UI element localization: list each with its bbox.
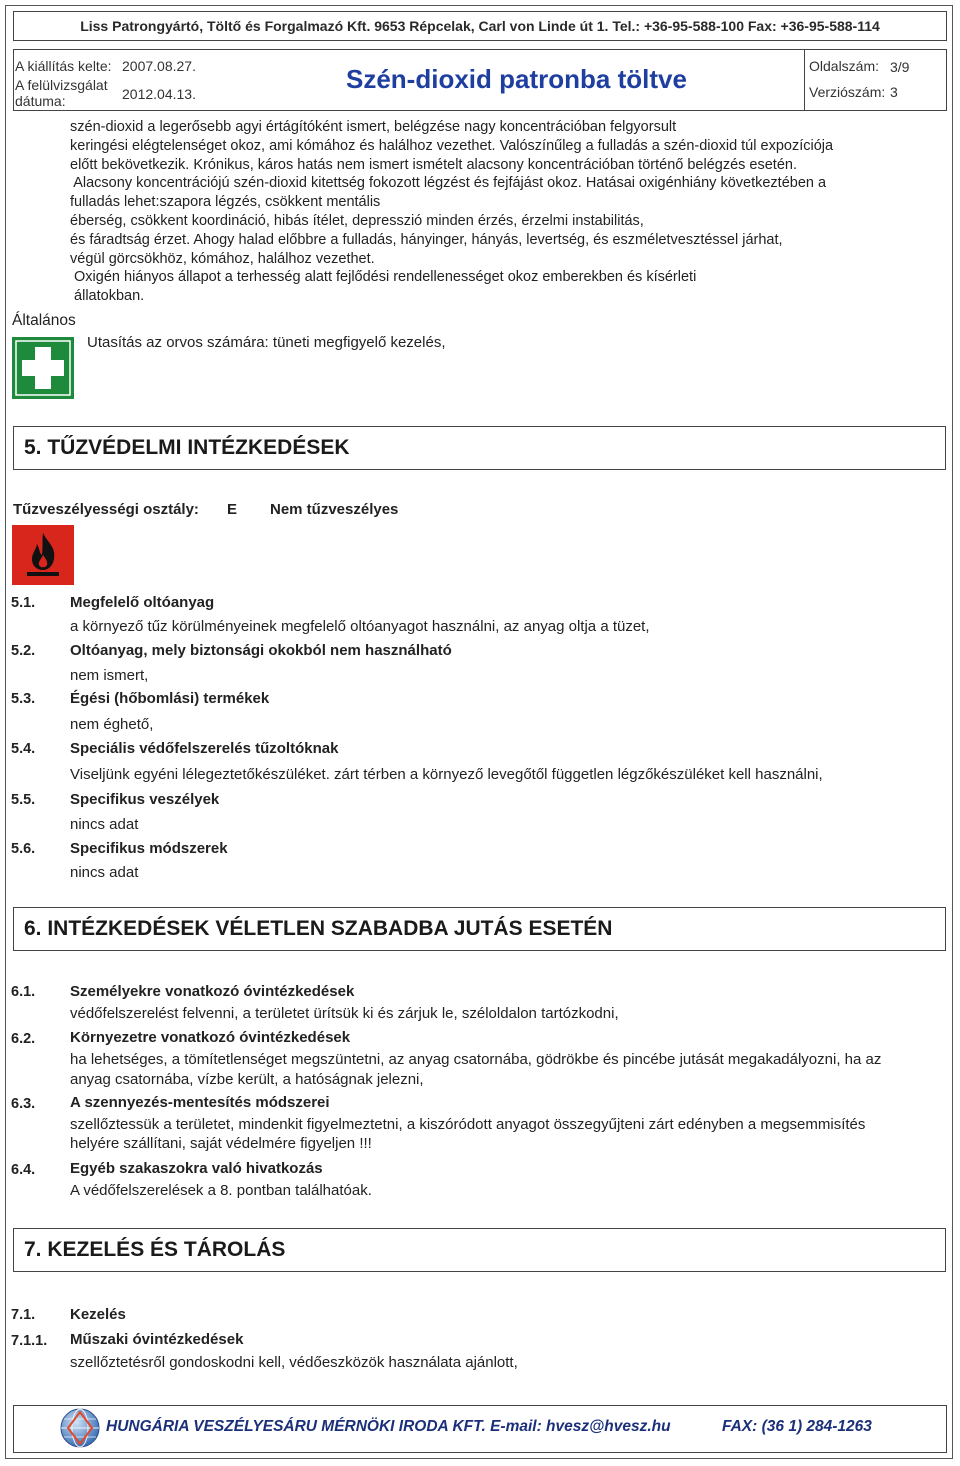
item-number: 6.4. [11, 1162, 36, 1178]
intro-line: állatokban. [70, 288, 145, 305]
item-text: védőfelszerelést felvenni, a területet ürítsük ki és zárjuk le, széloldalon tartózkodni, [70, 1005, 619, 1022]
item-number: 6.1. [11, 984, 36, 1000]
item-text: nem éghető, [70, 716, 154, 733]
footer-company: HUNGÁRIA VESZÉLYESÁRU MÉRNÖKI IRODA KFT. E-mail: hvesz@hvesz.hu [106, 1418, 671, 1435]
intro-line: Alacsony koncentrációjú szén-dioxid kitettség fokozott légzést és fejfájást okoz. Hatásai oxigénhiány következtében a [70, 175, 827, 192]
item-text: a környező tűz körülményeinek megfelelő oltóanyagot használni, az anyag oltja a tüzet, [70, 618, 650, 635]
intro-line: végül görcsökhöz, kómához, halálhoz vezethet. [70, 250, 375, 267]
page-number: 3/9 [890, 59, 910, 75]
fire-class-value: E [227, 501, 238, 518]
company-line: Liss Patrongyártó, Töltő és Forgalmazó Kft. 9653 Répcelak, Carl von Linde út 1. Tel.: +36-95-588-100 Fax: +36-95-588-114 [13, 11, 947, 41]
page-title: Szén-dioxid patronba töltve [346, 64, 687, 94]
item-title: Speciális védőfelszerelés tűzoltóknak [70, 740, 339, 757]
intro-line: és fáradtság érzet. Ahogy halad előbbre a fulladás, hányinger, hányás, levertség, és eszméletvesztéssel járhat, [70, 231, 783, 248]
item-title: Specifikus módszerek [70, 840, 228, 857]
item-text: Viseljünk egyéni lélegeztetőkészüléket. zárt térben a környező levegőtől független légzőkészüléket kell használni, [70, 766, 823, 783]
review-date: 2012.04.13. [122, 86, 196, 102]
intro-line: éberség, csökkent koordináció, hibás ítélet, depresszió minden érzés, érzelmi instabilitás, [70, 212, 644, 229]
item-number: 5.1. [11, 595, 36, 611]
item-text: szellőztetésről gondoskodni kell, védőeszközök használata ajánlott, [70, 1354, 518, 1371]
review-date-label-2: dátuma: [15, 93, 66, 109]
intro-line: Oxigén hiányos állapot a terhesség alatt fejlődési rendellenességet okoz emberekben és kísérleti [70, 269, 697, 286]
item-number: 6.3. [11, 1096, 36, 1112]
footer-fax: FAX: (36 1) 284-1263 [722, 1418, 872, 1435]
first-aid-icon [12, 337, 74, 399]
item-number: 5.5. [11, 792, 36, 808]
item-number: 7.1.1. [11, 1333, 48, 1349]
version-number: 3 [890, 84, 898, 100]
item-text: nincs adat [70, 864, 139, 881]
item-number: 5.2. [11, 643, 36, 659]
page-number-label: Oldalszám: [809, 58, 880, 74]
section-7-heading: 7. KEZELÉS ÉS TÁROLÁS [13, 1228, 946, 1272]
intro-line: keringési elégtelenséget okoz, ami kómához és halálhoz vezethet. Valószínűleg a fulladás a szén-dioxid túl expozíciója [70, 137, 834, 154]
item-number: 5.3. [11, 691, 36, 707]
item-title: Oltóanyag, mely biztonsági okokból nem használható [70, 642, 452, 659]
item-number: 5.4. [11, 741, 36, 757]
item-title: Megfelelő oltóanyag [70, 594, 215, 611]
issue-date: 2007.08.27. [122, 58, 196, 74]
intro-paragraph [70, 118, 950, 306]
item-number: 6.2. [11, 1031, 36, 1047]
item-title: Kezelés [70, 1306, 126, 1323]
item-number: 5.6. [11, 841, 36, 857]
item-number: 7.1. [11, 1307, 36, 1323]
issue-date-label: A kiállítás kelte: [15, 58, 112, 74]
intro-line: előtt bekövetkezik. Krónikus, káros hatás nem ismert ismételt alacsony koncentrációban történő belégzés esetén. [70, 156, 797, 173]
item-title: Égési (hőbomlási) termékek [70, 690, 270, 707]
item-text: ha lehetséges, a tömítetlenséget megszüntetni, az anyag csatornába, gödrökbe és pincébe jutását megakadályozni, ha az [70, 1051, 882, 1068]
intro-line: fulladás lehet:szapora légzés, csökkent mentális [70, 194, 381, 211]
item-title: Személyekre vonatkozó óvintézkedések [70, 983, 355, 1000]
fire-class-text: Nem tűzveszélyes [270, 501, 399, 518]
item-text: nincs adat [70, 816, 139, 833]
flammable-icon [12, 525, 74, 585]
item-title: Műszaki óvintézkedések [70, 1331, 244, 1348]
doctor-note: Utasítás az orvos számára: tüneti megfigyelő kezelés, [87, 334, 446, 351]
item-text: anyag csatornába, vízbe került, a hatóságnak jelezni, [70, 1071, 424, 1088]
section-5-heading: 5. TŰZVÉDELMI INTÉZKEDÉSEK [13, 426, 946, 470]
item-text: szellőztessük a területet, mindenkit figyelmeztetni, a kiszóródott anyagot összegyűjteni zárt edényben a megsemmisítés [70, 1116, 866, 1133]
section-6-heading: 6. INTÉZKEDÉSEK VÉLETLEN SZABADBA JUTÁS ESETÉN [13, 907, 946, 951]
item-title: A szennyezés-mentesítés módszerei [70, 1094, 330, 1111]
review-date-label-1: A felülvizsgálat [15, 77, 108, 93]
item-text: A védőfelszerelések a 8. pontban találhatóak. [70, 1182, 372, 1199]
item-title: Specifikus veszélyek [70, 791, 220, 808]
item-text: helyére szállítani, saját védelmére figyeljen !!! [70, 1135, 372, 1152]
item-title: Egyéb szakaszokra való hivatkozás [70, 1160, 323, 1177]
intro-line: szén-dioxid a legerősebb agyi értágítóként ismert, belégzése nagy koncentrációban felgyorsult [70, 119, 677, 135]
general-label: Általános [12, 312, 76, 329]
version-label: Verziószám: [809, 84, 886, 100]
item-title: Környezetre vonatkozó óvintézkedések [70, 1029, 351, 1046]
globe-logo-icon [58, 1406, 102, 1450]
item-text: nem ismert, [70, 667, 149, 684]
fire-class-label: Tűzveszélyességi osztály: [13, 501, 199, 518]
